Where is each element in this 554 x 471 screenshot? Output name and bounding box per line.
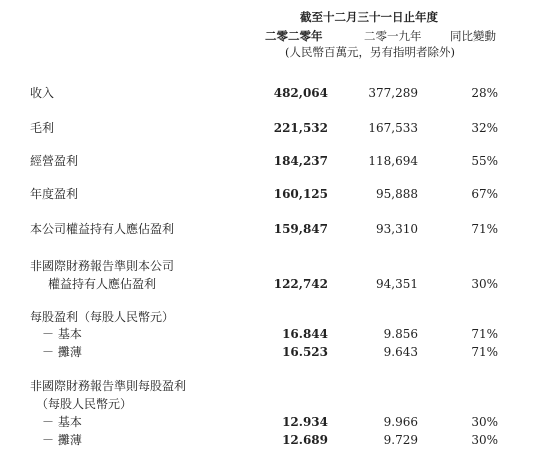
- value-yoy: 71%: [471, 345, 498, 359]
- value-2020: 12.689: [282, 433, 328, 447]
- row-label-nonifrs-profit-line2: 權益持有人應佔盈利: [48, 277, 157, 291]
- row-label-gross-profit: 毛利: [30, 121, 55, 135]
- value-2019: 167,533: [368, 121, 418, 135]
- value-2020: 16.844: [282, 327, 328, 341]
- value-2019: 9.643: [383, 345, 418, 359]
- value-2020: 482,064: [273, 86, 328, 100]
- row-label-eps: 每股盈利（每股人民幣元）: [30, 310, 175, 324]
- value-2019: 9.966: [383, 415, 418, 429]
- row-label-nonifrs-eps-line2: （每股人民幣元）: [36, 397, 133, 411]
- value-yoy: 55%: [471, 154, 498, 168]
- value-2020: 16.523: [282, 345, 328, 359]
- value-yoy: 71%: [471, 222, 498, 236]
- value-yoy: 30%: [471, 433, 498, 447]
- value-2020: 184,237: [273, 154, 328, 168]
- value-2019: 9.729: [383, 433, 418, 447]
- row-label-eps-diluted: － 攤薄: [42, 345, 82, 359]
- value-yoy: 28%: [471, 86, 498, 100]
- value-2019: 95,888: [376, 187, 418, 201]
- value-2020: 221,532: [273, 121, 328, 135]
- value-2020: 12.934: [282, 415, 328, 429]
- value-2019: 93,310: [376, 222, 418, 236]
- value-2020: 159,847: [273, 222, 328, 236]
- row-label-eps-basic: － 基本: [42, 327, 82, 341]
- row-label-profit-for-year: 年度盈利: [30, 187, 79, 201]
- value-yoy: 67%: [471, 187, 498, 201]
- row-label-nonifrs-eps-line1: 非國際財務報告準則每股盈利: [30, 379, 187, 393]
- row-label-nonifrs-eps-basic: － 基本: [42, 415, 82, 429]
- row-label-nonifrs-profit-line1: 非國際財務報告準則本公司: [30, 259, 175, 273]
- column-header-2020: 二零二零年: [265, 29, 323, 43]
- value-yoy: 30%: [471, 415, 498, 429]
- value-yoy: 32%: [471, 121, 498, 135]
- row-label-operating-profit: 經營盈利: [30, 154, 79, 168]
- column-header-2019: 二零一九年: [364, 29, 422, 43]
- column-header-yoy: 同比變動: [450, 29, 496, 43]
- value-2020: 122,742: [273, 277, 328, 291]
- row-label-nonifrs-eps-diluted: － 攤薄: [42, 433, 82, 447]
- value-2019: 94,351: [376, 277, 418, 291]
- unit-note: (人民幣百萬元，另有指明者除外): [285, 45, 455, 59]
- row-label-profit-attributable: 本公司權益持有人應佔盈利: [30, 222, 175, 236]
- row-label-revenue: 收入: [30, 86, 55, 100]
- value-yoy: 30%: [471, 277, 498, 291]
- value-2020: 160,125: [273, 187, 328, 201]
- value-yoy: 71%: [471, 327, 498, 341]
- value-2019: 118,694: [368, 154, 418, 168]
- value-2019: 377,289: [368, 86, 418, 100]
- value-2019: 9.856: [383, 327, 418, 341]
- period-header: 截至十二月三十一日止年度: [300, 10, 438, 24]
